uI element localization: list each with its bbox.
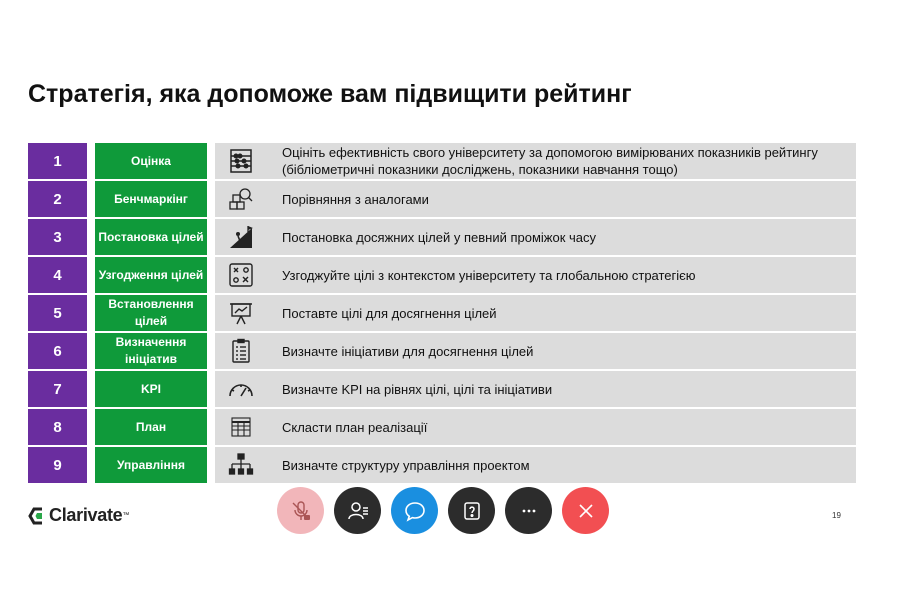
table-row xyxy=(28,219,856,255)
abacus-icon xyxy=(215,143,267,179)
calendar-icon xyxy=(215,409,267,445)
table-row xyxy=(28,409,856,445)
step-number: 9 xyxy=(28,447,87,483)
table-row xyxy=(28,371,856,407)
step-number: 6 xyxy=(28,333,87,369)
qa-button[interactable] xyxy=(448,487,495,534)
gauge-icon xyxy=(215,371,267,407)
step-description: Постановка досяжних цілей у певний проміжок часу xyxy=(282,229,597,245)
slide-title: Стратегія, яка допоможе вам підвищити рейтинг xyxy=(28,80,632,108)
participants-button[interactable] xyxy=(334,487,381,534)
mute-button[interactable] xyxy=(277,487,324,534)
chat-button[interactable] xyxy=(391,487,438,534)
step-description: Скласти план реалізації xyxy=(282,419,428,435)
close-icon xyxy=(574,499,598,523)
step-description-cell xyxy=(215,447,856,483)
step-description: Узгоджуйте цілі з контекстом університету та глобальною стратегією xyxy=(282,267,696,283)
step-number: 1 xyxy=(28,143,87,179)
step-description-cell xyxy=(215,333,856,369)
climb-icon xyxy=(215,219,267,255)
step-stage: Управління xyxy=(95,447,207,483)
chat-bubble-icon xyxy=(403,499,427,523)
table-row xyxy=(28,143,856,179)
step-number: 5 xyxy=(28,295,87,331)
step-stage: Встановлення цілей xyxy=(95,295,207,331)
more-button[interactable] xyxy=(505,487,552,534)
step-description: Оцініть ефективність свого університету за допомогою вимірюваних показників рейтингу (бібліометричні показники досліджень, показники навчання тощо) xyxy=(282,145,818,177)
table-row xyxy=(28,447,856,483)
step-description: Порівняння з аналогами xyxy=(282,191,429,207)
step-description: Визначте структуру управління проектом xyxy=(282,457,530,473)
step-stage: Бенчмаркінг xyxy=(95,181,207,217)
org-chart-icon xyxy=(215,447,267,483)
clarivate-logo-icon xyxy=(28,506,46,526)
step-stage: Постановка цілей xyxy=(95,219,207,255)
step-description-cell xyxy=(215,295,856,331)
meeting-controls xyxy=(277,487,609,534)
step-number: 8 xyxy=(28,409,87,445)
step-number: 7 xyxy=(28,371,87,407)
strategy-table xyxy=(28,143,856,485)
step-stage: KPI xyxy=(95,371,207,407)
trademark-mark: ™ xyxy=(122,512,130,519)
table-row xyxy=(28,181,856,217)
step-description: Визначте ініціативи для досягнення цілей xyxy=(282,343,534,359)
step-stage: Визначення ініціатив xyxy=(95,333,207,369)
benchmark-icon xyxy=(215,181,267,217)
step-description-cell xyxy=(215,181,856,217)
table-row xyxy=(28,295,856,331)
step-description-cell xyxy=(215,257,856,293)
strategy-board-icon xyxy=(215,257,267,293)
step-stage: План xyxy=(95,409,207,445)
step-stage: Оцінка xyxy=(95,143,207,179)
leave-button[interactable] xyxy=(562,487,609,534)
logo-text: Clarivate xyxy=(49,505,123,525)
page-number: 19 xyxy=(832,511,841,520)
step-description-cell xyxy=(215,219,856,255)
table-row xyxy=(28,333,856,369)
step-description: Визначте KPI на рівнях цілі, цілі та ініціативи xyxy=(282,381,553,397)
presentation-icon xyxy=(215,295,267,331)
step-number: 4 xyxy=(28,257,87,293)
participants-icon xyxy=(346,499,370,523)
question-icon xyxy=(460,499,484,523)
step-description-cell xyxy=(215,409,856,445)
step-description: Поставте цілі для досягнення цілей xyxy=(282,305,497,321)
step-number: 2 xyxy=(28,181,87,217)
checklist-icon xyxy=(215,333,267,369)
step-description-cell xyxy=(215,371,856,407)
microphone-off-icon xyxy=(289,499,313,523)
more-icon xyxy=(517,499,541,523)
step-number: 3 xyxy=(28,219,87,255)
table-row xyxy=(28,257,856,293)
step-stage: Узгодження цілей xyxy=(95,257,207,293)
step-description-cell xyxy=(215,143,856,179)
clarivate-logo xyxy=(28,505,129,526)
